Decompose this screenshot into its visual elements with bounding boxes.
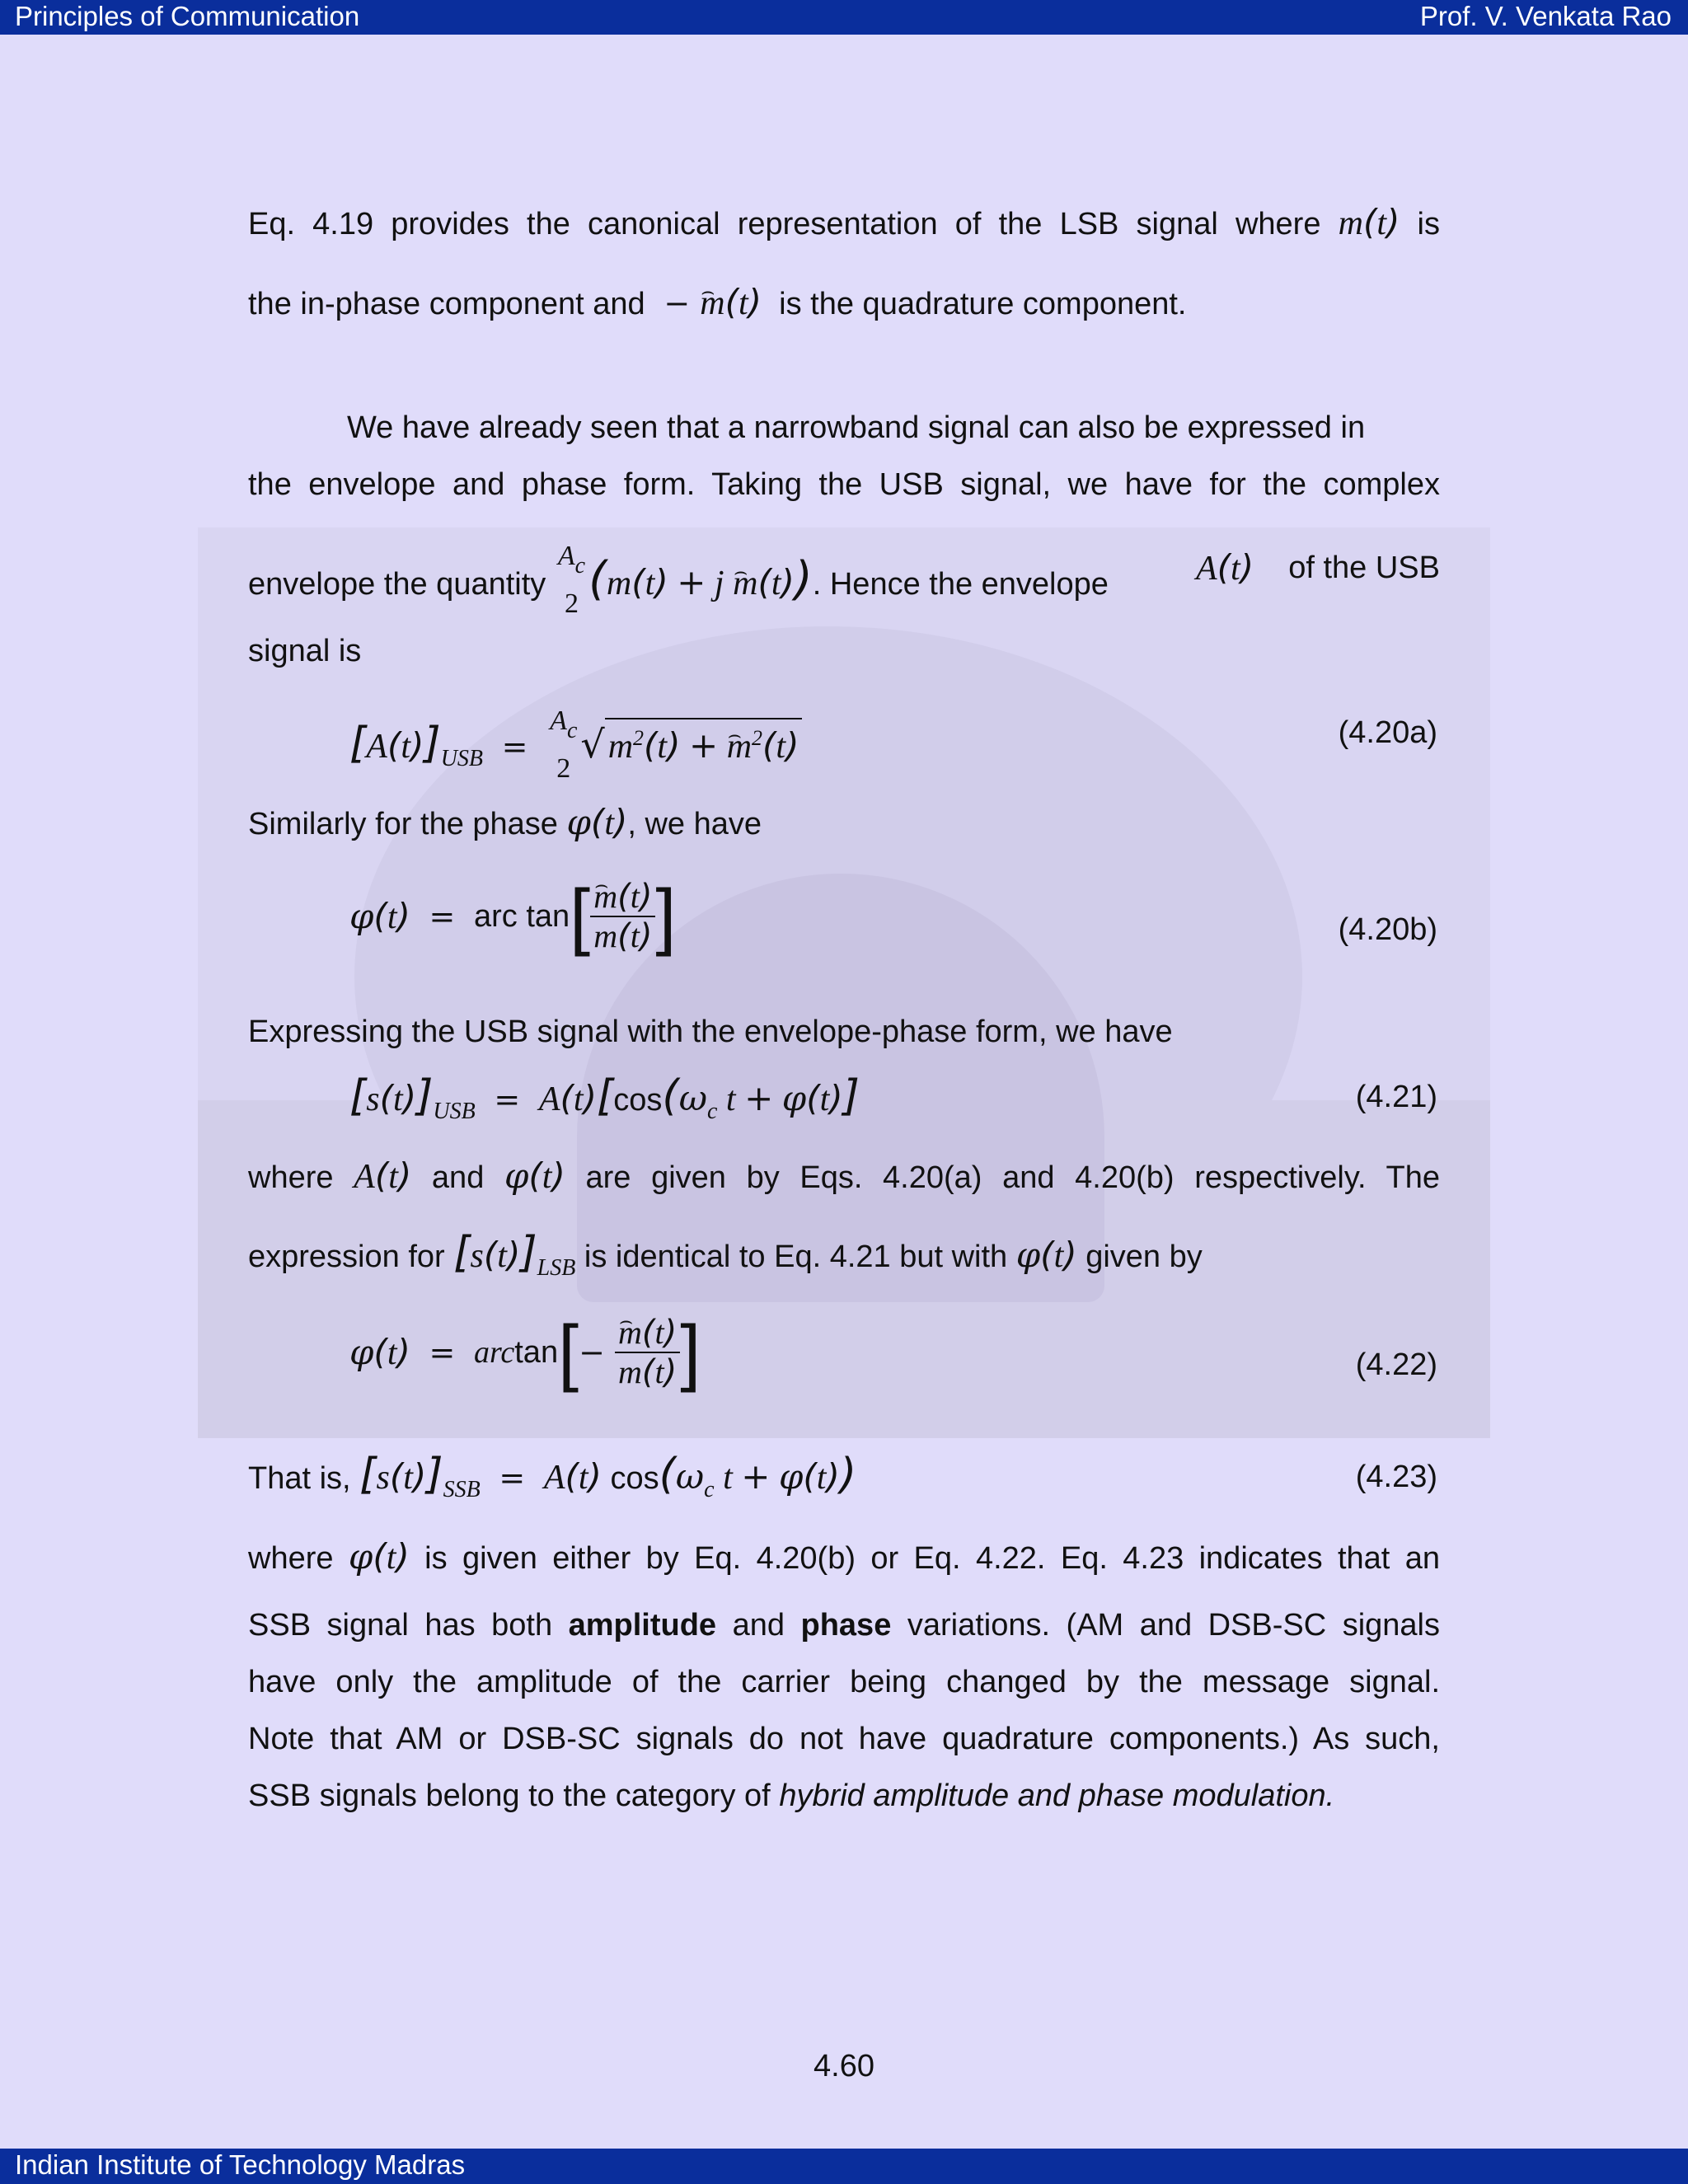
author-name: Prof. V. Venkata Rao <box>1419 1 1672 31</box>
expressing-line: Expressing the USB signal with the envelope-phase form, we have <box>248 1015 1173 1049</box>
equation-4-22: φ(t) = arctan[− ⌢ $\frac{m(t)}{m(t)}$ ] <box>349 1314 701 1391</box>
eq-number-4-22: (4.22) <box>1355 1347 1437 1382</box>
p2-line2: the envelope and phase form. Taking the USB signal, we have for the complex <box>248 467 1440 502</box>
p3-line2: SSB signal has both amplitude and phase variations. (AM and DSB-SC signals <box>248 1608 1440 1643</box>
expression-line: expression for $[s(t)]_{LSB}$ is identical to Eq. 4.21 but with φ(t) given by <box>248 1228 1203 1281</box>
equation-4-21: $[s(t)]_{USB} = A(t)[\cos(\omega_c$ t + φ(t)] <box>349 1071 860 1124</box>
header-bar <box>0 0 1688 35</box>
p2-line1: We have already seen that a narrowband signal can also be expressed in <box>347 410 1366 445</box>
eq-number-4-23: (4.23) <box>1355 1460 1437 1494</box>
p1-line2: the in-phase component and − ⌢ m(t) is the quadrature component. <box>248 284 1187 323</box>
p1-line1: Eq. 4.19 provides the canonical representation of the LSB signal where m(t) is <box>248 202 1440 242</box>
eq-number-4-21: (4.21) <box>1355 1080 1437 1114</box>
eq-number-4-20b: (4.20b) <box>1338 912 1437 947</box>
page-number: 4.60 <box>814 2049 874 2083</box>
eq-number-4-20a: (4.20a) <box>1338 715 1437 750</box>
p2-line3: envelope the quantity $A_c$ 2 (m(t) + j ⌢ m(t)). Hence the envelope A(t) of the USB <box>248 549 1440 623</box>
course-title: Principles of Communication <box>15 1 360 31</box>
equation-4-23: That is, $[s(t)]_{SSB} = A(t)$ $\cos(\omega_c$ t + φ(t)) <box>248 1450 857 1502</box>
equation-4-20b: φ(t) = arc tan[ ⌢ $\frac{m(t)}{m(t)}$ ] <box>349 878 676 955</box>
p3-line4: Note that AM or DSB-SC signals do not have quadrature components.) As such, <box>248 1722 1440 1756</box>
p2-line4: signal is <box>248 634 362 668</box>
p3-line1: where φ(t) is given either by Eq. 4.20(b) or Eq. 4.22. Eq. 4.23 indicates that an <box>248 1536 1440 1577</box>
p3-line3: have only the amplitude of the carrier being changed by the message signal. <box>248 1665 1440 1699</box>
footer-bar <box>0 2149 1688 2184</box>
institution-name: Indian Institute of Technology Madras <box>15 2149 466 2180</box>
p3-line5: SSB signals belong to the category of hybrid amplitude and phase modulation. <box>248 1779 1335 1813</box>
similarly-line: Similarly for the phase φ(t), we have <box>248 802 762 842</box>
where-line1: where A(t) and φ(t) are given by Eqs. 4.20(a) and 4.20(b) respectively. The <box>248 1155 1441 1196</box>
equation-4-20a: $[A(t)]_{USB}$ = $A_c$ 2 $√m^2(t)$ + ⌢ $m^2(t)$ <box>349 710 802 788</box>
